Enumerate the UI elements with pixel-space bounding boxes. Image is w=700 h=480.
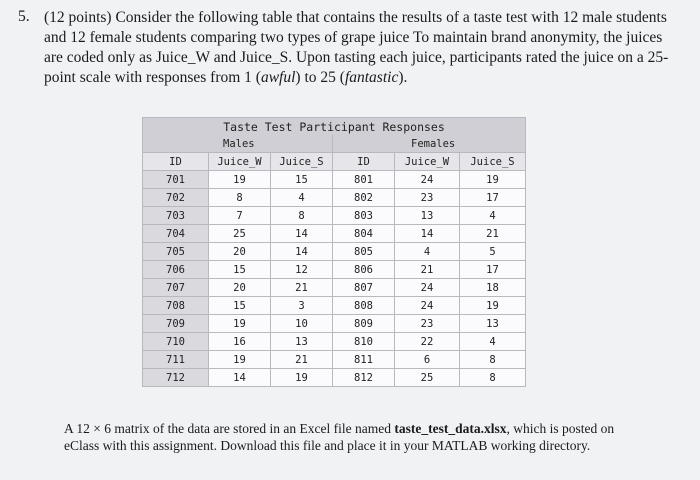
cell-male-juice-s: 19 [271,369,333,387]
cell-male-id: 707 [143,279,209,297]
cell-male-id: 703 [143,207,209,225]
question-line-2: and 12 female students comparing two types of grape juice To maintain brand anonymity, the juices [44,29,663,46]
cell-female-juice-w: 22 [395,333,460,351]
table-row [143,171,526,189]
question-line-1: (12 points) Consider the following table that contains the results of a taste test with 12 male students [44,9,667,26]
table-group-row [143,135,526,153]
cell-female-id: 812 [333,369,395,387]
cell-female-juice-s: 17 [460,261,526,279]
footer-line-2: eClass with this assignment. Download this file and place it in your MATLAB working directory. [64,438,591,453]
cell-female-id: 808 [333,297,395,315]
cell-female-juice-s: 17 [460,189,526,207]
cell-male-juice-w: 16 [209,333,271,351]
cell-female-juice-s: 19 [460,297,526,315]
cell-male-juice-s: 14 [271,243,333,261]
cell-female-juice-w: 6 [395,351,460,369]
header-female-id: ID [333,153,395,171]
cell-female-juice-s: 13 [460,315,526,333]
table-row [143,243,526,261]
cell-male-juice-w: 25 [209,225,271,243]
cell-female-juice-s: 19 [460,171,526,189]
cell-female-id: 803 [333,207,395,225]
footer-text [64,420,664,454]
table-title-row [143,118,526,136]
cell-male-juice-w: 7 [209,207,271,225]
cell-female-juice-s: 4 [460,333,526,351]
cell-female-id: 801 [333,171,395,189]
cell-male-id: 705 [143,243,209,261]
cell-female-id: 810 [333,333,395,351]
table-row [143,225,526,243]
table-row [143,297,526,315]
cell-male-juice-s: 13 [271,333,333,351]
cell-female-juice-w: 4 [395,243,460,261]
cell-male-juice-w: 19 [209,315,271,333]
cell-male-id: 704 [143,225,209,243]
cell-male-id: 712 [143,369,209,387]
question-text [44,8,674,88]
question-line-3: are coded only as Juice_W and Juice_S. Upon tasting each juice, participants rated the juice on a 25- [44,49,669,66]
taste-test-table [142,117,526,387]
header-female-juice-s: Juice_S [460,153,526,171]
question-line-4 [44,69,407,86]
cell-male-id: 702 [143,189,209,207]
table-header-row [143,153,526,171]
cell-male-juice-w: 20 [209,279,271,297]
cell-male-juice-w: 19 [209,351,271,369]
cell-male-juice-w: 19 [209,171,271,189]
cell-male-juice-w: 15 [209,297,271,315]
cell-female-id: 805 [333,243,395,261]
cell-male-juice-w: 20 [209,243,271,261]
cell-female-id: 802 [333,189,395,207]
table-row [143,261,526,279]
cell-male-juice-s: 3 [271,297,333,315]
table-row [143,279,526,297]
table-row [143,351,526,369]
cell-male-juice-w: 8 [209,189,271,207]
cell-male-id: 710 [143,333,209,351]
question-line-4-mid: ) to 25 ( [295,69,345,86]
taste-test-table-container [142,117,525,387]
cell-female-id: 804 [333,225,395,243]
cell-male-id: 706 [143,261,209,279]
cell-male-juice-w: 14 [209,369,271,387]
cell-female-id: 809 [333,315,395,333]
males-group-label: Males [143,135,333,153]
cell-female-juice-w: 24 [395,297,460,315]
cell-female-juice-s: 4 [460,207,526,225]
cell-female-juice-w: 21 [395,261,460,279]
footer-prefix: A 12 × 6 matrix of the data are stored in an Excel file named [64,421,395,436]
cell-female-juice-w: 23 [395,189,460,207]
header-male-id: ID [143,153,209,171]
table-row [143,189,526,207]
cell-male-juice-s: 4 [271,189,333,207]
header-female-juice-w: Juice_W [395,153,460,171]
cell-male-id: 711 [143,351,209,369]
table-title: Taste Test Participant Responses [143,118,526,136]
cell-male-juice-s: 15 [271,171,333,189]
cell-male-id: 709 [143,315,209,333]
header-male-juice-w: Juice_W [209,153,271,171]
cell-male-id: 701 [143,171,209,189]
table-row [143,369,526,387]
cell-male-juice-s: 21 [271,279,333,297]
question-line-4-suffix: ). [398,69,408,86]
cell-female-id: 806 [333,261,395,279]
cell-female-juice-s: 8 [460,369,526,387]
cell-female-juice-s: 5 [460,243,526,261]
fantastic-label: fantastic [344,69,399,86]
cell-male-juice-s: 12 [271,261,333,279]
header-male-juice-s: Juice_S [271,153,333,171]
question-line-4-prefix: point scale with responses from 1 ( [44,69,261,86]
table-row [143,315,526,333]
cell-female-juice-w: 25 [395,369,460,387]
cell-female-juice-w: 24 [395,171,460,189]
footer-suffix: , which is posted on [506,421,615,436]
cell-female-juice-w: 14 [395,225,460,243]
awful-label: awful [260,69,296,86]
table-row [143,333,526,351]
question-number: 5. [18,8,30,25]
cell-male-id: 708 [143,297,209,315]
cell-male-juice-s: 8 [271,207,333,225]
cell-female-id: 811 [333,351,395,369]
cell-male-juice-s: 21 [271,351,333,369]
cell-female-juice-w: 23 [395,315,460,333]
cell-male-juice-w: 15 [209,261,271,279]
cell-female-juice-s: 8 [460,351,526,369]
cell-female-juice-s: 18 [460,279,526,297]
cell-female-juice-w: 13 [395,207,460,225]
footer-filename: taste_test_data.xlsx [394,421,507,436]
cell-female-juice-s: 21 [460,225,526,243]
cell-female-id: 807 [333,279,395,297]
cell-male-juice-s: 10 [271,315,333,333]
cell-male-juice-s: 14 [271,225,333,243]
cell-female-juice-w: 24 [395,279,460,297]
females-group-label: Females [333,135,526,153]
table-row [143,207,526,225]
